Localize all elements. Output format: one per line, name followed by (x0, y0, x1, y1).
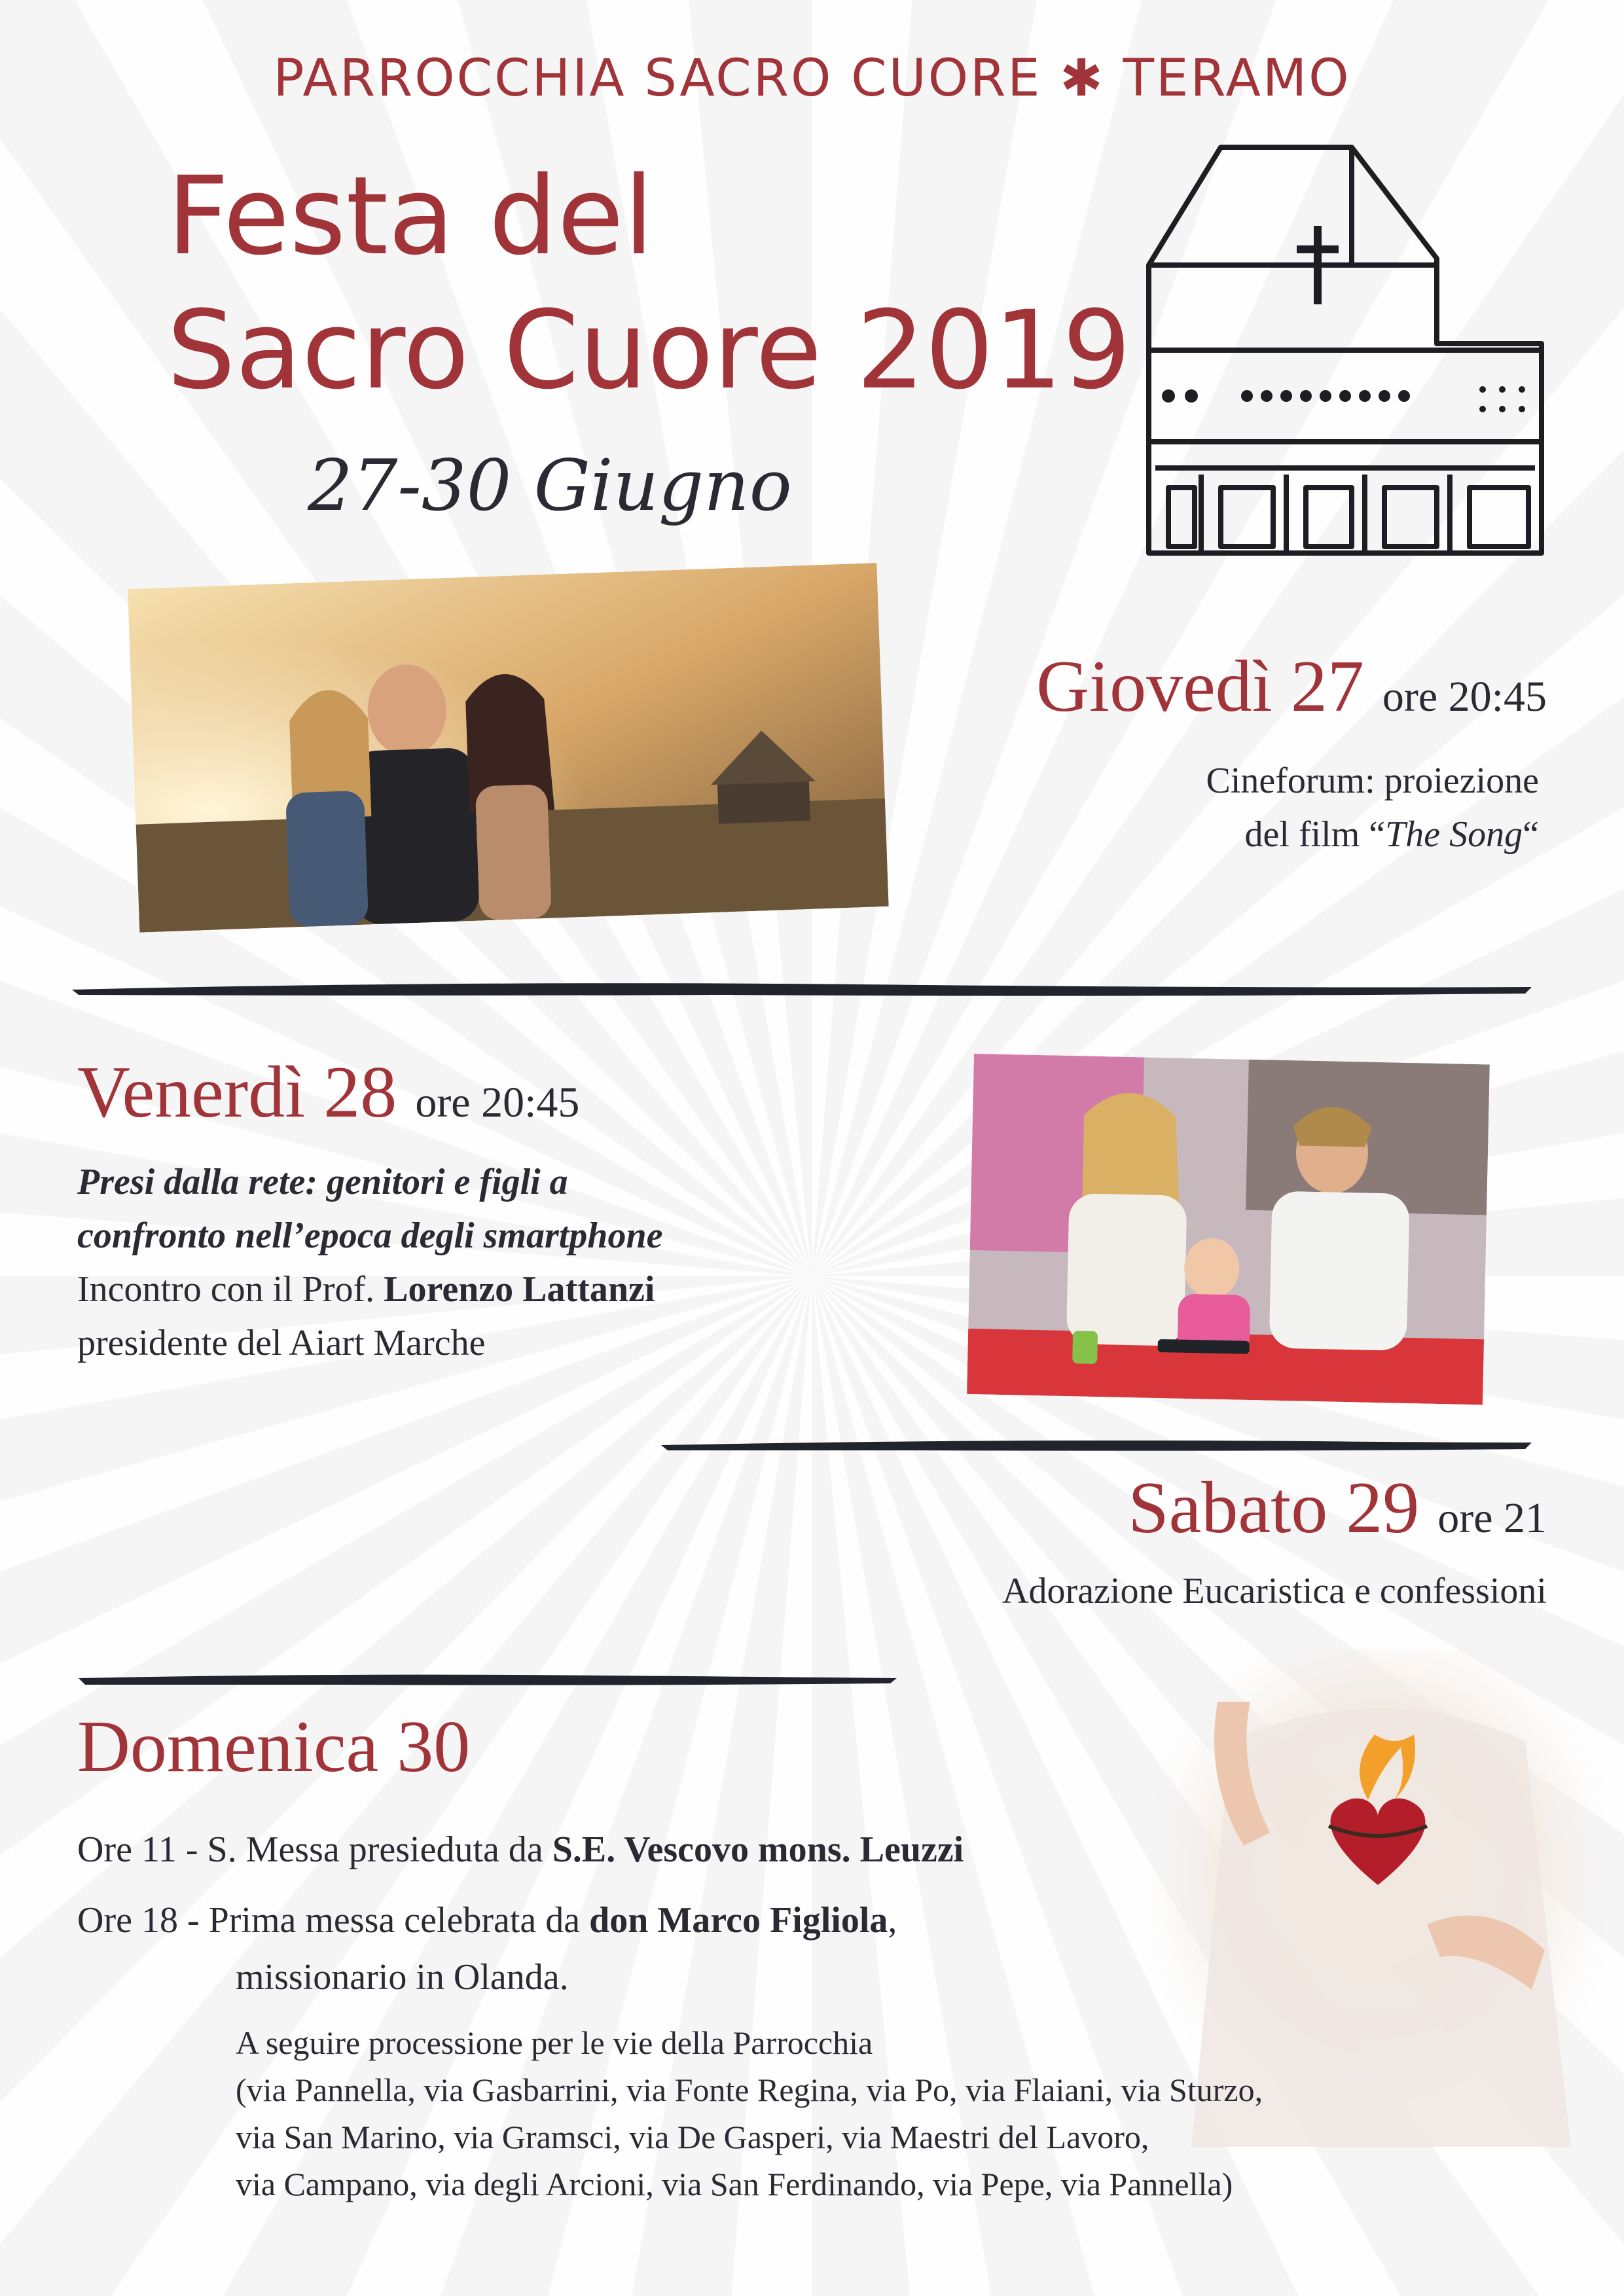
mass-11-celebrant: S.E. Vescovo mons. Leuzzi (552, 1829, 964, 1870)
title-line-1: Festa del (167, 153, 654, 279)
procession-text (236, 2019, 1263, 2208)
domenica-heading (77, 1705, 470, 1789)
title-line-2: Sacro Cuore 2019 (167, 287, 1131, 413)
giovedi-heading (1036, 645, 1547, 729)
sabato-day: Sabato 29 (1128, 1467, 1420, 1549)
film-photo (128, 563, 889, 933)
church-illustration (1142, 134, 1548, 556)
procession-line-1: A seguire processione per le vie della Parrocchia (236, 2024, 873, 2061)
venerdi-role: presidente del Aiart Marche (77, 1323, 486, 1363)
mass-18-prefix: Ore 18 - Prima messa celebrata da (77, 1900, 590, 1941)
mass-18-line-2: missionario in Olanda. (236, 1957, 569, 1998)
giovedi-line-2-prefix: del film “ (1244, 814, 1386, 855)
domenica-mass-11 (77, 1823, 964, 1876)
venerdi-topic-1 (77, 1155, 662, 1209)
venerdi-description (77, 1155, 662, 1370)
venerdi-day: Venerdì 28 (77, 1052, 397, 1133)
brush-divider (72, 975, 1532, 1001)
venerdi-speaker-prefix: Incontro con il Prof. (77, 1269, 384, 1310)
procession-line-2: (via Pannella, via Gasbarrini, via Fonte Regina, via Po, via Flaiani, via Sturzo, (236, 2072, 1263, 2108)
venerdi-time: ore 20:45 (415, 1079, 580, 1126)
venerdi-topic-1-text: Presi dalla rete: genitori e figli a (77, 1162, 568, 1202)
sabato-description: Adorazione Eucaristica e confessioni (1002, 1571, 1547, 1611)
mass-18-suffix: , (888, 1900, 897, 1941)
domenica-day: Domenica 30 (77, 1706, 471, 1787)
mass-11-prefix: Ore 11 - S. Messa presieduta da (77, 1829, 552, 1870)
giovedi-time: ore 20:45 (1382, 673, 1547, 721)
sabato-heading (1128, 1466, 1547, 1551)
venerdi-speaker (77, 1263, 662, 1316)
venerdi-topic-2-text: confronto nell’epoca degli smartphone (77, 1215, 663, 1256)
event-dates: 27-30 Giugno (308, 445, 792, 527)
giovedi-line-2 (1206, 808, 1539, 861)
giovedi-line-1: Cineforum: proiezione (1206, 761, 1539, 801)
procession-line-4: via Campano, via degli Arcioni, via San Ferdinando, via Pepe, via Pannella) (236, 2166, 1233, 2202)
giovedi-description (1206, 754, 1539, 861)
venerdi-topic-2 (77, 1209, 662, 1263)
brush-divider (661, 1433, 1532, 1456)
venerdi-heading (77, 1050, 579, 1135)
procession-line-3: via San Marino, via Gramsci, via De Gasperi, via Maestri del Lavoro, (236, 2119, 1149, 2155)
giovedi-day: Giovedì 27 (1036, 646, 1364, 727)
brush-divider (79, 1669, 897, 1691)
speaker-name: Lorenzo Lattanzi (384, 1269, 655, 1310)
family-photo (967, 1054, 1490, 1405)
film-title: The Song (1385, 814, 1523, 855)
sabato-time: ore 21 (1437, 1494, 1547, 1542)
mass-18-celebrant: don Marco Figliola (589, 1900, 888, 1941)
event-title (167, 149, 1131, 418)
giovedi-line-2-suffix: “ (1523, 814, 1539, 855)
parish-name: PARROCCHIA SACRO CUORE ✱ TERAMO (273, 49, 1351, 108)
domenica-mass-18 (77, 1893, 897, 1947)
